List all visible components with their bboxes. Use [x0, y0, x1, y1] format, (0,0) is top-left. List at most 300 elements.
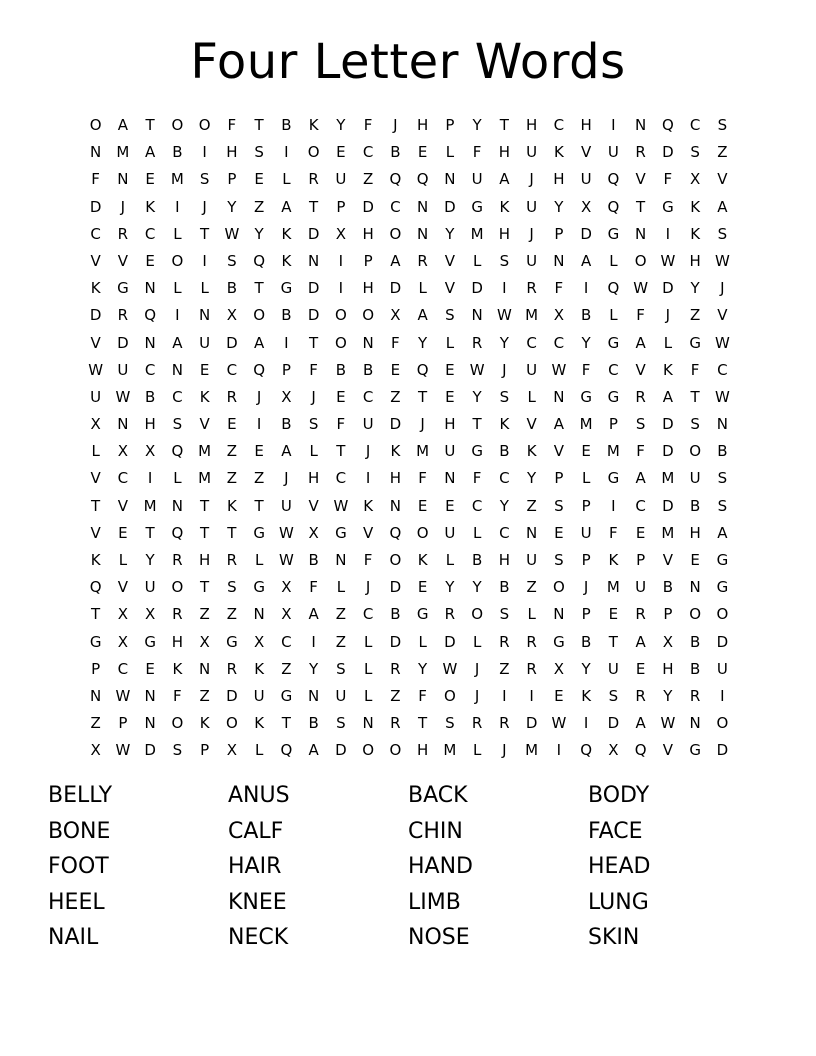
grid-letter: W: [115, 741, 131, 760]
grid-letter: D: [716, 632, 729, 651]
word-list-item: HAIR: [228, 854, 282, 880]
grid-letter: L: [200, 279, 209, 298]
word-list-item: BONE: [48, 818, 111, 844]
grid-letter: N: [90, 686, 102, 705]
grid-letter: C: [281, 632, 292, 651]
word-list: [48, 780, 768, 958]
grid-letter: G: [607, 333, 620, 352]
grid-letter: G: [335, 523, 347, 542]
grid-letter: Y: [309, 659, 319, 678]
grid-letter: Z: [226, 469, 238, 488]
grid-letter: N: [417, 197, 429, 216]
grid-letter: W: [333, 496, 349, 515]
grid-letter: X: [90, 741, 101, 760]
grid-letter: I: [175, 197, 180, 216]
grid-letter: L: [173, 224, 182, 243]
grid-letter: T: [200, 224, 210, 243]
grid-letter: N: [362, 714, 374, 733]
grid-row: [82, 656, 736, 683]
grid-letter: T: [636, 197, 646, 216]
grid-letter: E: [635, 523, 646, 542]
word-list-item: BACK: [408, 783, 468, 808]
grid-letter: M: [143, 496, 157, 515]
grid-letter: N: [389, 496, 401, 515]
grid-letter: X: [144, 605, 156, 624]
grid-letter: I: [202, 143, 207, 162]
grid-letter: K: [662, 360, 673, 379]
grid-letter: N: [526, 523, 538, 542]
grid-letter: Z: [90, 714, 101, 733]
grid-letter: U: [253, 686, 265, 705]
grid-letter: D: [144, 741, 156, 760]
grid-letter: O: [689, 605, 702, 624]
grid-letter: U: [471, 170, 483, 189]
grid-letter: L: [254, 551, 264, 569]
grid-letter: D: [662, 442, 674, 461]
grid-letter: T: [200, 578, 210, 597]
grid-letter: A: [144, 143, 156, 162]
grid-letter: E: [581, 442, 591, 461]
grid-letter: U: [335, 686, 347, 705]
grid-letter: H: [416, 741, 429, 760]
grid-letter: F: [663, 170, 673, 189]
grid-letter: L: [282, 170, 291, 189]
grid-letter: D: [389, 578, 402, 597]
grid-letter: H: [198, 551, 211, 569]
grid-letter: E: [336, 387, 346, 406]
grid-letter: J: [365, 578, 371, 597]
grid-letter: O: [689, 442, 702, 461]
grid-letter: D: [226, 333, 238, 352]
word-list-item: KNEE: [228, 889, 287, 915]
word-list-item: ANUS: [228, 783, 290, 808]
grid-letter: Q: [171, 523, 184, 542]
grid-letter: W: [551, 360, 567, 379]
grid-letter: B: [471, 551, 483, 569]
grid-letter: V: [90, 523, 101, 542]
grid-letter: J: [284, 469, 289, 488]
grid-letter: Z: [199, 686, 210, 705]
grid-letter: H: [389, 469, 402, 488]
grid-letter: S: [690, 415, 700, 434]
grid-letter: D: [580, 224, 592, 243]
grid-letter: R: [226, 387, 238, 406]
grid-letter: P: [281, 360, 291, 379]
grid-letter: R: [635, 605, 646, 624]
grid-letter: K: [90, 279, 101, 298]
grid-letter: H: [525, 116, 538, 134]
grid-letter: U: [580, 170, 592, 189]
grid-letter: P: [581, 496, 591, 515]
grid-letter: L: [363, 686, 373, 705]
grid-letter: J: [202, 197, 207, 216]
grid-letter: I: [611, 116, 616, 134]
grid-letter: F: [173, 686, 182, 705]
grid-letter: B: [308, 714, 319, 733]
grid-letter: N: [171, 360, 183, 379]
grid-letter: S: [717, 469, 728, 488]
grid-letter: Y: [581, 659, 591, 678]
grid-letter: R: [471, 333, 483, 352]
grid-letter: D: [307, 224, 320, 243]
grid-letter: M: [116, 143, 130, 162]
grid-letter: D: [389, 415, 402, 434]
grid-letter: D: [226, 686, 238, 705]
grid-letter: F: [309, 578, 318, 597]
grid-letter: R: [390, 714, 401, 733]
grid-letter: A: [717, 523, 728, 542]
grid-letter: T: [608, 632, 618, 651]
grid-letter: P: [636, 551, 646, 569]
grid-letter: X: [281, 605, 292, 624]
grid-letter: W: [88, 360, 104, 379]
word-list-item: HEAD: [588, 854, 651, 880]
grid-letter: O: [225, 714, 238, 733]
grid-letter: K: [581, 686, 592, 705]
grid-letter: W: [278, 551, 294, 569]
grid-letter: R: [689, 686, 701, 705]
grid-letter: O: [416, 523, 429, 542]
grid-letter: E: [445, 360, 455, 379]
grid-letter: V: [580, 143, 592, 162]
grid-letter: K: [172, 659, 183, 678]
word-list-item: SKIN: [588, 925, 640, 951]
grid-letter: S: [336, 714, 346, 733]
grid-letter: X: [117, 605, 129, 624]
grid-letter: V: [444, 279, 455, 298]
grid-letter: W: [115, 387, 131, 406]
grid-letter: B: [281, 415, 292, 434]
grid-letter: J: [502, 741, 507, 760]
grid-letter: L: [581, 469, 591, 488]
grid-letter: P: [608, 415, 618, 434]
grid-letter: C: [499, 523, 510, 542]
grid-letter: V: [117, 496, 128, 515]
grid-letter: G: [716, 578, 729, 597]
grid-letter: E: [445, 496, 455, 515]
grid-letter: U: [90, 387, 102, 406]
grid-row: [82, 493, 736, 520]
grid-letter: M: [198, 442, 212, 461]
grid-letter: B: [689, 496, 701, 515]
grid-letter: Q: [607, 279, 620, 298]
grid-letter: U: [444, 523, 456, 542]
grid-letter: U: [526, 251, 538, 270]
grid-row: [82, 411, 736, 438]
grid-letter: N: [553, 605, 565, 624]
grid-letter: G: [553, 632, 565, 651]
grid-letter: L: [445, 143, 455, 162]
grid-letter: H: [689, 251, 701, 270]
grid-letter: J: [311, 387, 316, 406]
grid-letter: D: [662, 143, 674, 162]
grid-letter: X: [90, 415, 101, 434]
grid-letter: X: [335, 224, 347, 243]
grid-letter: G: [89, 632, 102, 651]
grid-row: [82, 275, 736, 302]
grid-letter: N: [253, 605, 265, 624]
grid-letter: E: [417, 496, 428, 515]
grid-letter: X: [580, 197, 592, 216]
grid-letter: C: [144, 360, 156, 379]
grid-letter: D: [307, 306, 320, 325]
grid-letter: E: [390, 360, 401, 379]
grid-letter: U: [526, 143, 538, 162]
grid-row: [82, 139, 736, 166]
grid-letter: O: [362, 306, 375, 325]
grid-letter: Z: [226, 442, 238, 461]
grid-letter: R: [117, 224, 129, 243]
grid-letter: K: [690, 197, 701, 216]
grid-letter: X: [226, 306, 238, 325]
grid-letter: F: [391, 333, 400, 352]
grid-letter: J: [474, 659, 480, 678]
grid-letter: S: [554, 551, 564, 569]
grid-letter: S: [717, 224, 728, 243]
grid-letter: E: [690, 551, 700, 569]
grid-letter: V: [199, 415, 210, 434]
grid-letter: Z: [390, 686, 401, 705]
grid-letter: R: [499, 714, 510, 733]
grid-letter: V: [553, 442, 564, 461]
grid-letter: T: [227, 523, 237, 542]
grid-letter: V: [444, 251, 455, 270]
grid-letter: V: [635, 360, 646, 379]
grid-letter: R: [635, 686, 646, 705]
grid-letter: X: [281, 578, 292, 597]
grid-letter: C: [499, 469, 510, 488]
grid-letter: Y: [472, 116, 482, 134]
grid-letter: J: [420, 415, 425, 434]
grid-letter: C: [117, 659, 129, 678]
grid-letter: T: [281, 714, 291, 733]
grid-letter: F: [636, 442, 645, 461]
grid-letter: K: [226, 496, 237, 515]
grid-letter: K: [145, 197, 156, 216]
grid-letter: N: [335, 551, 347, 569]
grid-letter: B: [689, 632, 701, 651]
grid-row: [82, 248, 736, 275]
grid-letter: I: [720, 686, 725, 705]
grid-letter: C: [635, 496, 646, 515]
grid-letter: T: [690, 387, 700, 406]
grid-letter: C: [390, 197, 401, 216]
grid-letter: I: [284, 333, 289, 352]
grid-letter: S: [199, 170, 210, 189]
grid-letter: Q: [280, 741, 293, 760]
grid-letter: A: [635, 333, 646, 352]
grid-letter: U: [199, 333, 211, 352]
grid-letter: I: [665, 224, 671, 243]
grid-letter: S: [336, 659, 346, 678]
grid-letter: S: [608, 686, 619, 705]
grid-letter: O: [89, 116, 102, 134]
grid-letter: Z: [335, 605, 347, 624]
grid-letter: H: [498, 224, 511, 243]
grid-letter: P: [554, 469, 564, 488]
word-list-item: FACE: [588, 818, 643, 844]
grid-letter: L: [254, 741, 264, 760]
grid-letter: I: [556, 741, 562, 760]
grid-letter: S: [499, 387, 510, 406]
grid-letter: A: [281, 197, 292, 216]
grid-letter: R: [635, 143, 646, 162]
grid-letter: F: [363, 551, 373, 569]
grid-letter: B: [499, 578, 510, 597]
grid-letter: T: [200, 496, 210, 515]
grid-letter: Z: [362, 170, 374, 189]
grid-letter: T: [309, 197, 319, 216]
grid-letter: M: [661, 523, 675, 542]
grid-letter: C: [90, 224, 101, 243]
grid-letter: E: [145, 170, 155, 189]
grid-letter: N: [171, 496, 183, 515]
grid-letter: E: [635, 659, 646, 678]
grid-letter: R: [499, 632, 510, 651]
grid-letter: B: [499, 442, 510, 461]
grid-letter: I: [583, 714, 589, 733]
grid-letter: A: [717, 197, 728, 216]
grid-letter: B: [281, 306, 292, 325]
grid-letter: N: [444, 170, 456, 189]
grid-row: [82, 737, 736, 764]
grid-letter: Y: [499, 333, 509, 352]
grid-letter: V: [635, 170, 646, 189]
grid-letter: D: [89, 197, 102, 216]
grid-letter: E: [118, 523, 128, 542]
grid-letter: D: [389, 279, 402, 298]
grid-letter: J: [393, 116, 398, 134]
grid-letter: I: [147, 469, 153, 488]
grid-row: [82, 438, 736, 465]
grid-letter: N: [689, 714, 701, 733]
grid-letter: F: [91, 170, 100, 189]
grid-letter: T: [418, 387, 428, 406]
grid-letter: P: [363, 251, 373, 270]
grid-row: [82, 547, 736, 574]
grid-letter: O: [552, 578, 565, 597]
grid-letter: X: [281, 387, 292, 406]
grid-letter: B: [362, 360, 374, 379]
grid-letter: R: [390, 659, 401, 678]
grid-letter: F: [227, 116, 237, 134]
grid-letter: V: [90, 469, 101, 488]
grid-letter: L: [363, 632, 373, 651]
grid-letter: G: [280, 686, 293, 705]
grid-letter: I: [338, 251, 344, 270]
grid-letter: E: [199, 360, 210, 379]
grid-letter: C: [362, 605, 374, 624]
grid-letter: T: [472, 415, 482, 434]
grid-letter: G: [253, 523, 265, 542]
grid-letter: B: [580, 632, 592, 651]
grid-letter: O: [471, 605, 484, 624]
grid-letter: I: [284, 143, 289, 162]
grid-letter: A: [662, 387, 673, 406]
grid-letter: R: [444, 605, 456, 624]
grid-letter: N: [117, 415, 129, 434]
word-list-item: NECK: [228, 925, 289, 951]
grid-row: [82, 384, 736, 411]
grid-letter: O: [334, 333, 347, 352]
grid-letter: L: [472, 741, 482, 760]
grid-letter: N: [553, 387, 565, 406]
grid-letter: C: [362, 387, 374, 406]
grid-letter: C: [689, 116, 701, 134]
grid-letter: N: [144, 714, 156, 733]
grid-letter: U: [335, 170, 347, 189]
grid-letter: R: [635, 387, 646, 406]
grid-letter: Q: [580, 741, 593, 760]
grid-letter: L: [118, 551, 128, 569]
grid-letter: O: [171, 714, 184, 733]
grid-letter: O: [362, 741, 375, 760]
grid-letter: P: [200, 741, 210, 760]
grid-letter: G: [416, 605, 429, 624]
grid-letter: U: [526, 360, 538, 379]
grid-letter: G: [662, 197, 674, 216]
grid-letter: Z: [717, 143, 728, 162]
grid-letter: M: [470, 224, 484, 243]
grid-letter: J: [120, 197, 126, 216]
grid-letter: D: [662, 279, 674, 298]
grid-letter: B: [390, 605, 401, 624]
grid-letter: B: [281, 116, 292, 134]
grid-letter: S: [635, 415, 646, 434]
grid-letter: F: [418, 686, 427, 705]
grid-letter: X: [390, 306, 401, 325]
grid-letter: H: [662, 659, 674, 678]
grid-letter: U: [716, 659, 728, 678]
grid-letter: W: [469, 360, 485, 379]
grid-letter: B: [308, 551, 319, 569]
grid-letter: J: [529, 170, 534, 189]
grid-letter: R: [526, 659, 537, 678]
grid-letter: H: [689, 523, 701, 542]
grid-letter: R: [526, 632, 537, 651]
grid-letter: O: [389, 551, 402, 569]
grid-letter: M: [606, 442, 620, 461]
grid-letter: D: [335, 741, 347, 760]
grid-letter: Z: [253, 469, 265, 488]
grid-letter: S: [445, 714, 455, 733]
grid-letter: A: [499, 170, 510, 189]
grid-letter: U: [144, 578, 156, 597]
grid-letter: Y: [472, 578, 482, 597]
grid-letter: U: [689, 469, 701, 488]
grid-letter: H: [498, 551, 511, 569]
grid-row: [82, 601, 736, 628]
grid-letter: S: [172, 741, 183, 760]
grid-letter: K: [363, 496, 374, 515]
grid-letter: N: [417, 224, 429, 243]
grid-letter: O: [253, 306, 266, 325]
grid-row: [82, 302, 736, 329]
grid-letter: J: [365, 442, 371, 461]
grid-letter: G: [580, 387, 592, 406]
grid-letter: N: [689, 578, 701, 597]
grid-letter: N: [199, 659, 211, 678]
grid-letter: D: [525, 714, 538, 733]
grid-letter: W: [115, 686, 131, 705]
grid-letter: S: [445, 306, 455, 325]
grid-letter: V: [662, 741, 673, 760]
grid-letter: T: [309, 333, 319, 352]
grid-letter: T: [200, 523, 210, 542]
grid-letter: G: [689, 333, 701, 352]
grid-letter: Q: [607, 170, 620, 189]
grid-letter: X: [253, 632, 265, 651]
